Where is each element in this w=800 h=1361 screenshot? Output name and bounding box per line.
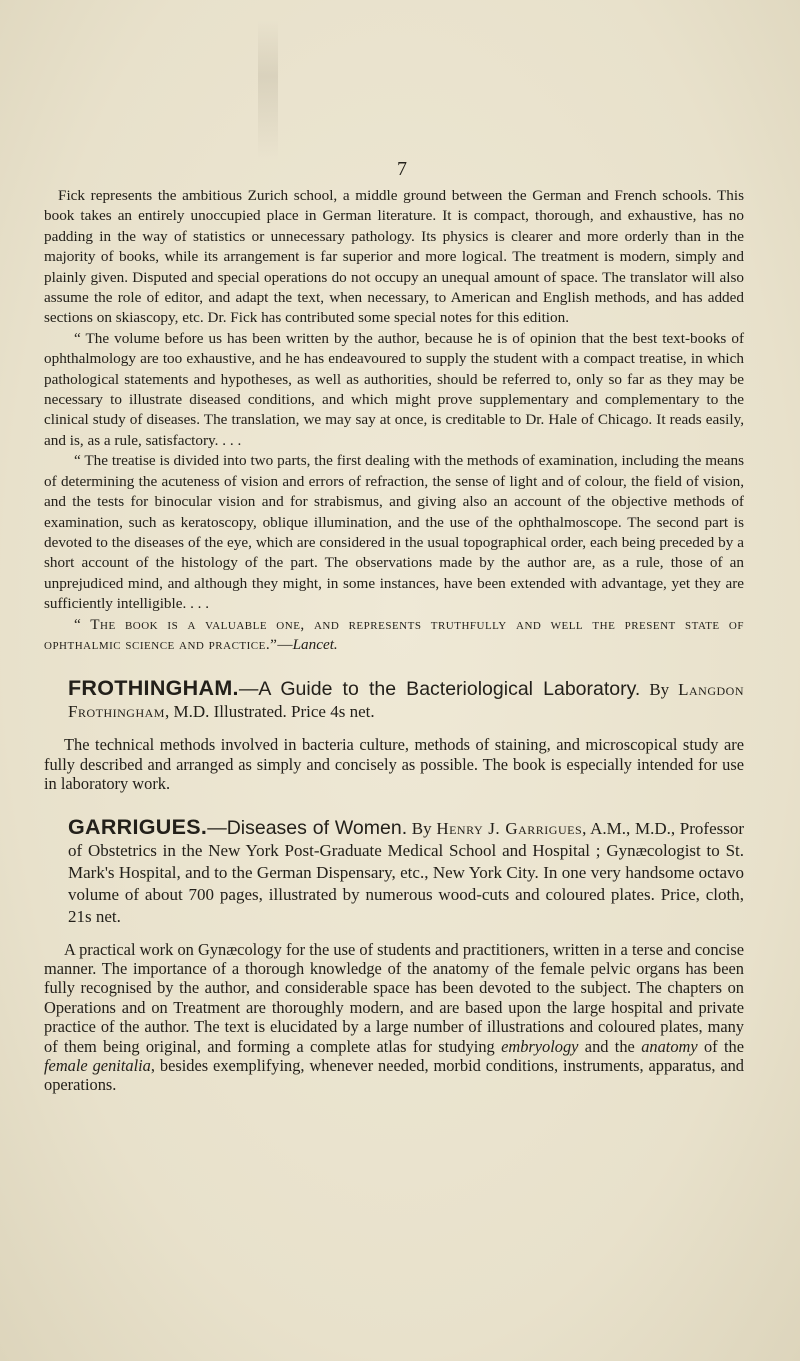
- review-paragraph: “ The volume before us has been written by the author, because he is of opinion that the best text-books of ophthalmology are too exhaustive, and he has endeavoured to supply the student with a compact treatise, in which pathological statements and hypotheses, as well as authorities, should be referred to, only so far as they may be necessary to illustrate diseased conditions, and which might prove supplementary and complementary to the clinical study of diseases. The translation, we may say at once, is creditable to Dr. Hale of Chicago. It reads easily, and is, as a rule, satisfactory. . . .: [44, 329, 744, 449]
- closing-dash: —: [277, 635, 293, 653]
- fick-review: [44, 186, 744, 655]
- entry-dash: —: [238, 678, 259, 701]
- entry-book-title: Diseases of Women.: [226, 816, 408, 839]
- entry-heading: GARRIGUES.: [68, 814, 208, 839]
- frothingham-entry: [44, 677, 744, 793]
- entry-book-title: A Guide to the Bacteriological Laboratory.: [258, 678, 641, 701]
- entry-by: By: [411, 818, 432, 838]
- description-italic: anatomy: [641, 1036, 698, 1056]
- entry-dash: —: [207, 816, 227, 839]
- garrigues-entry: [44, 816, 744, 1095]
- page-number: 7: [397, 158, 407, 180]
- paper-stain: [258, 20, 278, 160]
- entry-title: [44, 677, 744, 723]
- closing-source: Lancet.: [292, 635, 338, 653]
- description-italic: embryology: [501, 1036, 579, 1056]
- description-text: , besides exemplifying, whenever needed, morbid conditions, instruments, apparatus, and operations.: [44, 1056, 744, 1095]
- description-text: of the: [697, 1036, 744, 1056]
- review-paragraph: “ The treatise is divided into two parts, the first dealing with the methods of examination, including the means of determining the acuteness of vision and errors of refraction, the sense of light and of colour, the field of vision, and the tests for binocular vision and for strabismus, and giving also an account of the objective methods of examination, such as keratoscopy, oblique illumination, and the use of the ophthalmoscope. The second part is devoted to the diseases of the eye, which are considered in the usual topographical order, each being preceded by a short account of the histology of the part. The observations made by the author are, as a rule, those of an unprejudiced mind, and although they might, in some instances, have been extended with advantage, yet they are sufficiently intelligible. . . .: [44, 452, 744, 613]
- review-closing-quote: [44, 615, 744, 656]
- description-text: and the: [578, 1036, 642, 1056]
- page-content: [44, 186, 744, 1095]
- entry-details: , M.D. Illustrated. Price 4s net.: [164, 702, 375, 722]
- entry-description: The technical methods involved in bacteria culture, methods of staining, and microscopical study are fully described and arranged as simply and concisely as possible. The book is especially intended for use in laboratory work.: [44, 735, 744, 794]
- closing-quote-text: “ The book is a valuable one, and represents truthfully and well the present state of ophthalmic science and practice.”: [44, 615, 744, 653]
- entry-title: [44, 816, 744, 928]
- description-text: A practical work on Gynæcology for the use of students and practitioners, written in a terse and concise manner. The importance of a thorough knowledge of the anatomy of the female pelvic organs has been fully recognised by the author, and considerable space has been devoted to the subject. The chapters on Operations and on Treatment are thoroughly modern, and are based upon the large hospital and private practice of the author. The text is elucidated by a large number of illustrations and coloured plates, many of them being original, and forming a complete atlas for studying: [44, 939, 744, 1056]
- entry-author: Langdon Frothingham: [68, 680, 745, 722]
- entry-heading: FROTHINGHAM.: [68, 676, 239, 701]
- description-italic: female genitalia: [44, 1056, 151, 1075]
- review-paragraph: Fick represents the ambitious Zurich school, a middle ground between the German and French schools. This book takes an entirely unoccupied place in German literature. It is compact, thorough, and exhaustive, has no padding in the way of statistics or unnecessary pathology. Its physics is clearer and more orderly than in the majority of books, while its arrangement is far superior and more logical. The treatment is modern, simply and plainly given. Disputed and special operations do not occupy an unequal amount of space. The translator will also assume the role of editor, and adapt the text, when necessary, to American and English methods, and has added sections on skiascopy, etc. Dr. Fick has contributed some special notes for this edition.: [44, 187, 744, 327]
- entry-details: , A.M., M.D., Professor of Obstetrics in the New York Post-Graduate Medical School and Hospital ; Gynæcologist to St. Mark's Hospital, and to the German Dispensary, etc., New York City. In one very handsome octavo volume of about 700 pages, illustrated by numerous wood-cuts and coloured plates. Price, cloth, 21s net.: [68, 818, 745, 926]
- entry-description: [44, 940, 744, 1095]
- entry-author: Henry J. Garrigues: [436, 818, 583, 838]
- entry-by: By: [649, 680, 670, 700]
